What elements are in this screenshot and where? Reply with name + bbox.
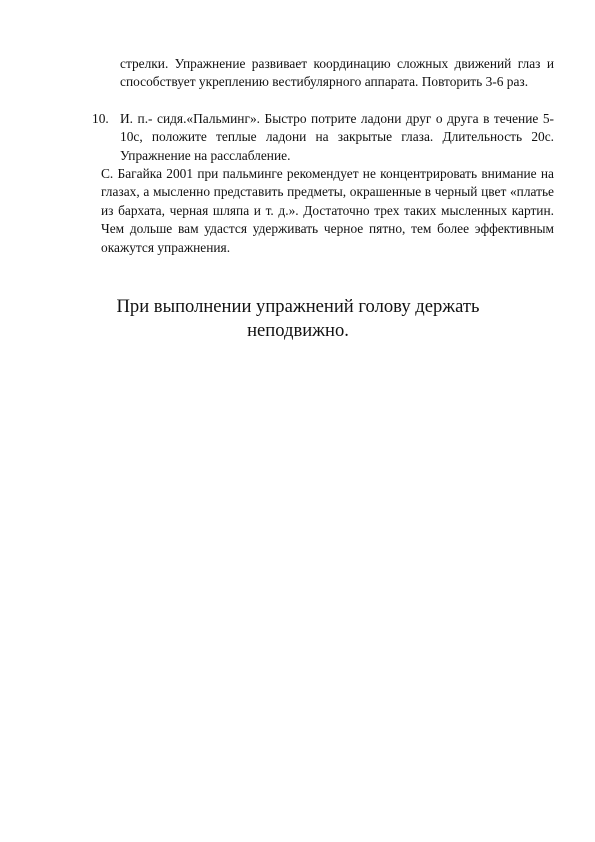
warning-heading: При выполнении упражнений голову держать неподвижно. (116, 296, 480, 341)
list-item-number: 10. (92, 111, 109, 126)
list-item-palming-text: И. п.- сидя.«Пальминг». Быстро потрите ладони друг о друга в течение 5-10с, положите теплые ладони на закрытые глаза. Длительность 20с. Упражнение на расслабление. (120, 111, 554, 163)
exercise-continuation-text: стрелки. Упражнение развивает координацию сложных движений глаз и способствует укреплению вестибулярного аппарата. Повторить 3-6 раз. (120, 56, 554, 90)
palming-note-paragraph: С. Багайка 2001 при пальминге рекомендует не концентрировать внимание на глазах, а мысленно представить предметы, окрашенные в черный цвет «платье из бархата, черная шляпа и т. д.». Достаточно трех таких мысленных картин. Чем дольше вам удастся удерживать черное пятно, тем более эффективным окажутся упражнения. (101, 166, 554, 255)
